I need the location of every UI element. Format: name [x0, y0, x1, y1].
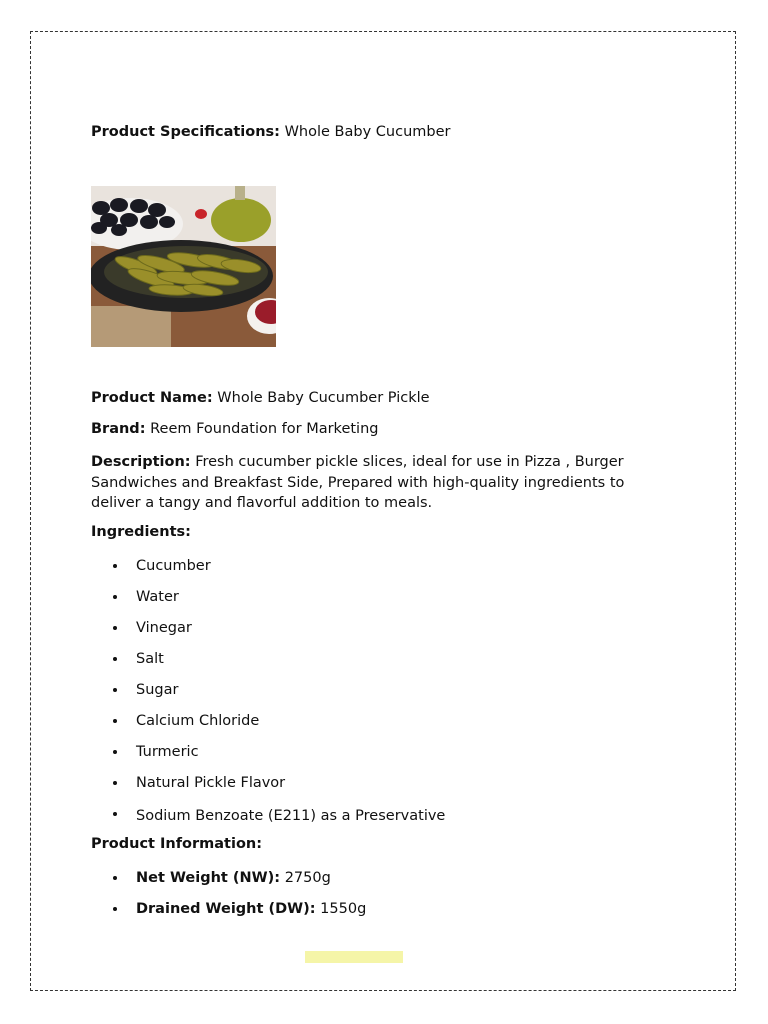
- product-photo: [91, 186, 276, 347]
- list-item: Calcium Chloride: [91, 711, 445, 742]
- drained-weight-value: 1550g: [315, 901, 367, 917]
- list-item: Cucumber: [91, 556, 445, 587]
- document-page: [30, 31, 736, 991]
- product-name-value: Whole Baby Cucumber Pickle: [212, 390, 430, 406]
- brand-value: Reem Foundation for Marketing: [145, 421, 379, 437]
- spec-line: [91, 124, 450, 140]
- list-item: Natural Pickle Flavor: [91, 773, 445, 804]
- list-item: Sodium Benzoate (E211) as a Preservative: [91, 804, 445, 839]
- ingredients-heading-label: Ingredients:: [91, 524, 191, 540]
- list-item: [91, 899, 366, 930]
- product-information-list: [91, 868, 366, 930]
- drained-weight-label: Drained Weight (DW):: [136, 901, 316, 917]
- spec-value: Whole Baby Cucumber: [279, 124, 451, 140]
- product-information-heading: [91, 836, 262, 852]
- description-label: Description:: [91, 454, 191, 470]
- description-paragraph: [91, 452, 671, 514]
- ingredients-list: [91, 556, 445, 839]
- net-weight-label: Net Weight (NW):: [136, 870, 281, 886]
- list-item: Turmeric: [91, 742, 445, 773]
- product-name-line: [91, 390, 430, 406]
- description-value: Fresh cucumber pickle slices, ideal for use in Pizza , Burger Sandwiches and Breakfast Side, Prepared with high-quality ingredients to deliver a tangy and flavorful addition to meals.: [91, 454, 625, 511]
- brand-label: Brand:: [91, 421, 146, 437]
- footer-watermark: [305, 951, 403, 963]
- product-information-heading-label: Product Information:: [91, 836, 263, 852]
- ingredients-heading: [91, 524, 191, 540]
- brand-line: [91, 421, 378, 437]
- list-item: Salt: [91, 649, 445, 680]
- list-item: Vinegar: [91, 618, 445, 649]
- list-item: Water: [91, 587, 445, 618]
- product-name-label: Product Name:: [91, 390, 213, 406]
- net-weight-value: 2750g: [280, 870, 331, 886]
- spec-label: Product Specifications:: [91, 124, 280, 140]
- list-item: Sugar: [91, 680, 445, 711]
- list-item: [91, 868, 366, 899]
